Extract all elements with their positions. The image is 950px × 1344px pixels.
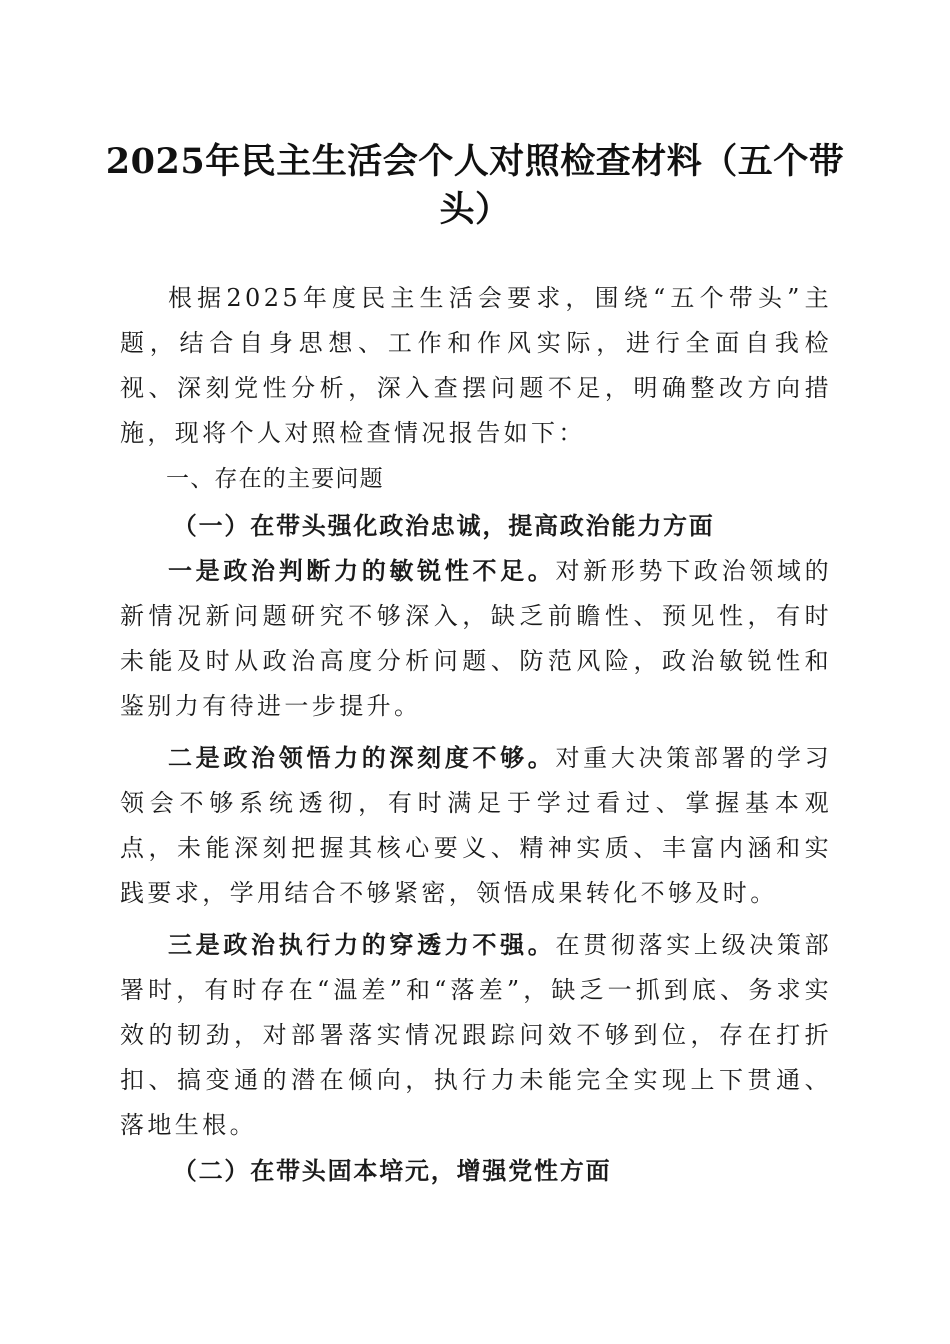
point-lead-3: 三是政治执行力的穿透力不强。 (168, 930, 556, 959)
section-heading-main-problems: 一、存在的主要问题 (166, 466, 384, 492)
document-title: 2025年民主生活会个人对照检查材料（五个带头） (105, 141, 845, 230)
point-lead-2: 二是政治领悟力的深刻度不够。 (168, 743, 556, 772)
subsection-heading-party-spirit: （二）在带头固本培元，增强党性方面 (172, 1156, 612, 1185)
point-text-3: 在贯彻落实上级决策部署时，有时存在“温差”和“落差”，缺乏一抓到底、务求实效的韧劲，对部署落实情况跟踪问效不够到位，存在打折扣、搞变通的潜在倾向，执行力未能完全实现上下贯通、落地生根。 (120, 931, 832, 1139)
point-text-1: 对新形势下政治领域的新情况新问题研究不够深入，缺乏前瞻性、预见性，有时未能及时从政治高度分析问题、防范风险，政治敏锐性和鉴别力有待进一步提升。 (120, 557, 832, 720)
point-paragraph-2 (120, 735, 832, 916)
document-body (120, 276, 832, 1193)
point-paragraph-3 (120, 922, 832, 1148)
point-text-2: 对重大决策部署的学习领会不够系统透彻，有时满足于学过看过、掌握基本观点，未能深刻把握其核心要义、精神实质、丰富内涵和实践要求，学用结合不够紧密，领悟成果转化不够及时。 (120, 744, 832, 907)
intro-paragraph: 根据2025年度民主生活会要求，围绕“五个带头”主题，结合自身思想、工作和作风实际，进行全面自我检视、深刻党性分析，深入查摆问题不足，明确整改方向措施，现将个人对照检查情况报告如下： (120, 284, 832, 447)
point-paragraph-1 (120, 548, 832, 729)
point-lead-1: 一是政治判断力的敏锐性不足。 (168, 556, 556, 585)
subsection-heading-political-loyalty: （一）在带头强化政治忠诚，提高政治能力方面 (172, 511, 715, 540)
